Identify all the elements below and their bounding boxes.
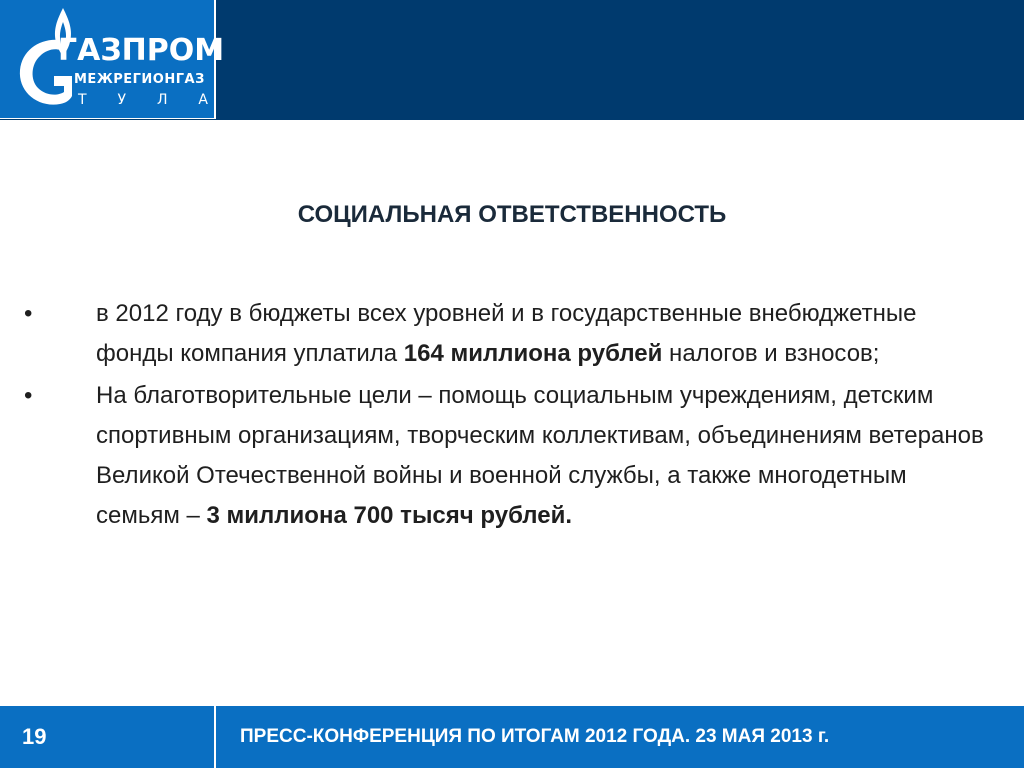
bullet-text-regular: На благотворительные цели – помощь социальным учреждениям, детским спортивным организациям, творческим коллективам, объединениям ветеранов Великой Отечественной войны и военной службы, а также многодетным семьям – bbox=[96, 382, 984, 529]
bullet-text-regular: в 2012 году в бюджеты всех уровней и в государственные внебюджетные фонды компания уплатила bbox=[96, 300, 917, 367]
logo-letter: Л bbox=[156, 92, 168, 108]
logo-letter: Т bbox=[78, 92, 87, 108]
page-number: 19 bbox=[22, 724, 47, 749]
footer-bar bbox=[0, 706, 1024, 768]
logo-line-tula bbox=[78, 92, 208, 108]
logo-letter: У bbox=[117, 92, 127, 108]
logo-letter: А bbox=[198, 92, 208, 108]
bullet-text-bold: 164 миллиона рублей bbox=[403, 340, 663, 367]
bullet-text bbox=[96, 294, 996, 374]
footer-caption-box bbox=[216, 706, 1024, 768]
bullet-list bbox=[0, 294, 1024, 536]
footer-caption: ПРЕСС-КОНФЕРЕНЦИЯ ПО ИТОГАМ 2012 ГОДА. 23 МАЯ 2013 г. bbox=[240, 726, 830, 747]
list-item bbox=[0, 376, 1024, 536]
bullet-text-regular: налогов и взносов; bbox=[662, 340, 880, 367]
bullet-text bbox=[96, 376, 996, 536]
list-item bbox=[0, 294, 1024, 374]
logo-line-gazprom: ГАЗПРОМ bbox=[58, 33, 225, 68]
company-logo bbox=[0, 0, 225, 119]
slide-title: СОЦИАЛЬНАЯ ОТВЕТСТВЕННОСТЬ bbox=[297, 201, 727, 228]
header-bar bbox=[0, 0, 1024, 120]
logo-line-mezhregiongaz: МЕЖРЕГИОНГАЗ bbox=[74, 72, 205, 87]
bullet-text-bold: 3 миллиона 700 тысяч рублей. bbox=[206, 502, 573, 529]
page-number-box bbox=[0, 706, 216, 768]
bullet-marker: • bbox=[24, 300, 33, 327]
bullet-marker: • bbox=[24, 382, 33, 409]
